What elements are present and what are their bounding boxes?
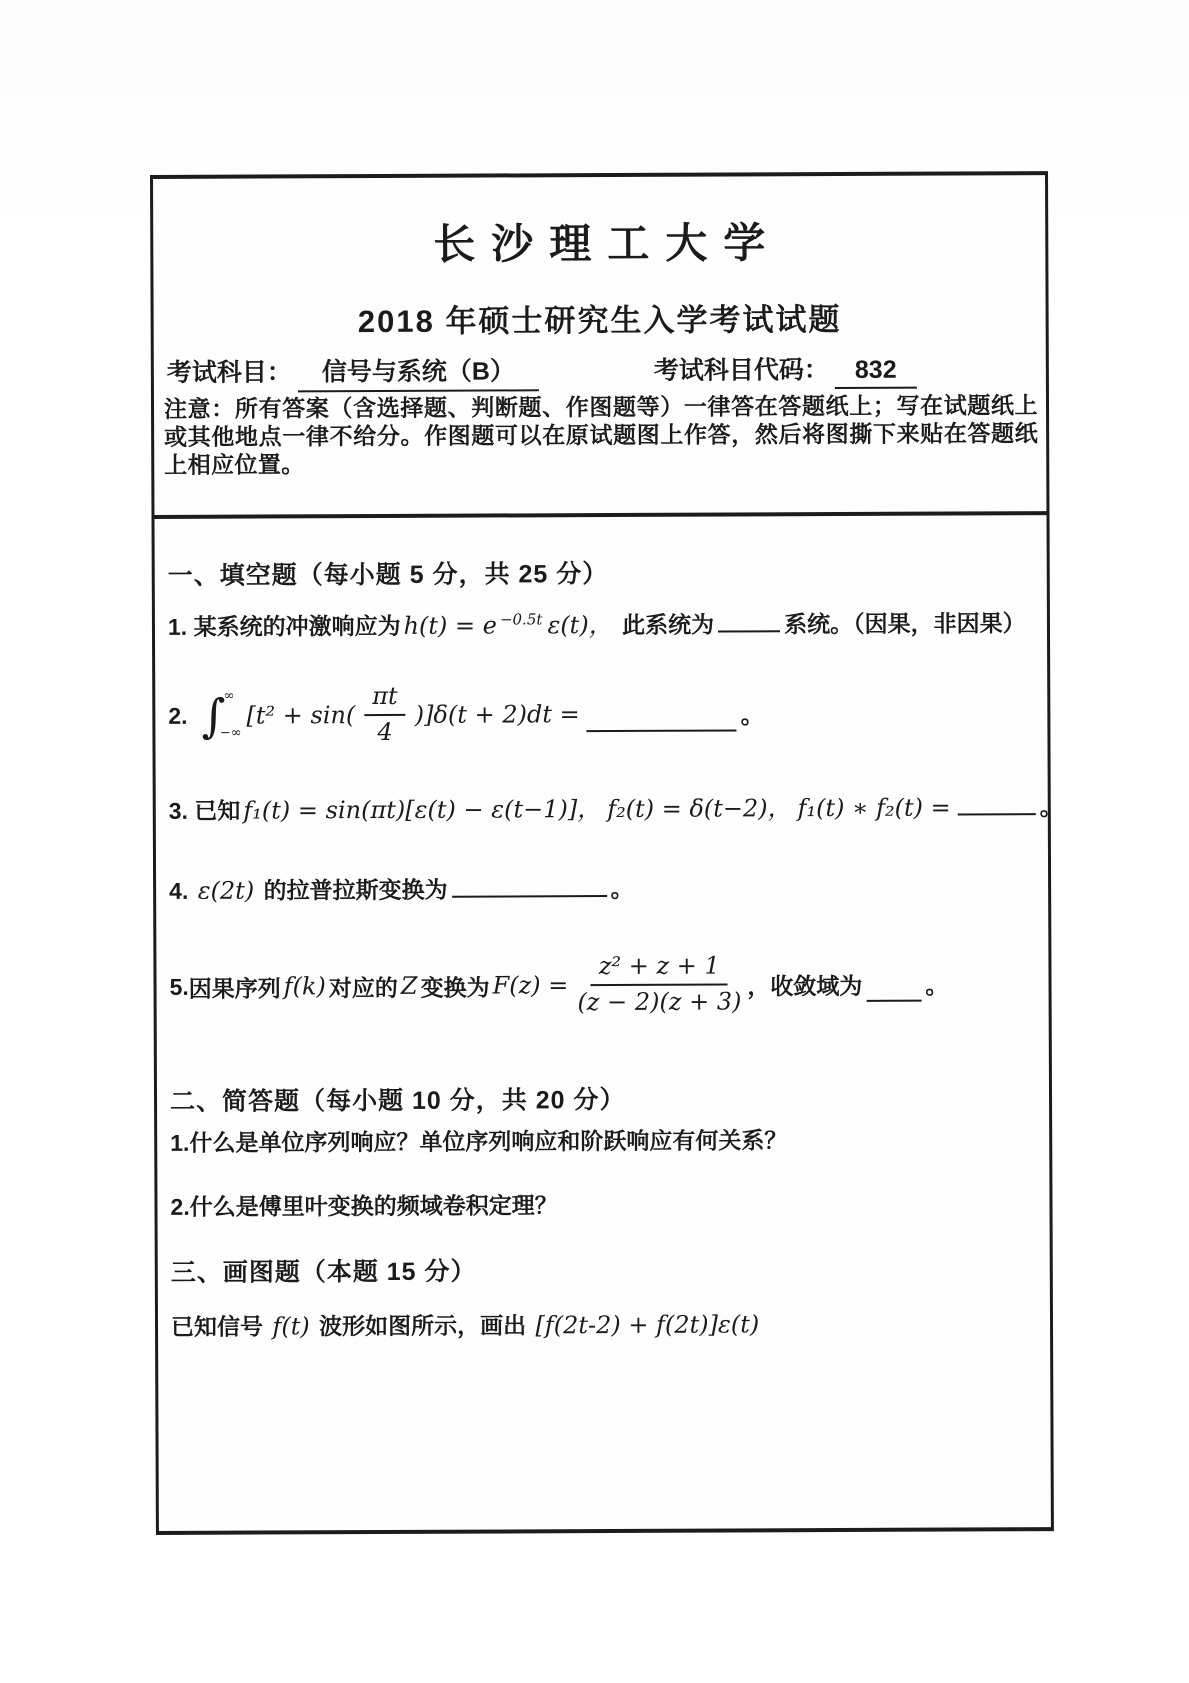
fill-question-5 — [169, 933, 1038, 1037]
university-title: 长沙理工大学 — [433, 218, 782, 269]
q2-number: 2. — [168, 702, 188, 729]
q3-formula-convolution: f₁(t) ∗ f₂(t) = — [797, 793, 951, 823]
q1-formula-step: ε(t)， — [547, 610, 613, 640]
q2-fraction-numerator: πt — [364, 683, 406, 716]
q5-text-pre: 因果序列 — [188, 974, 281, 1002]
q2-fraction-denominator: 4 — [377, 717, 393, 747]
drawing-question-body — [171, 1305, 1040, 1342]
exam-title: 2018 年硕士研究生入学考试试题 — [357, 301, 842, 340]
fill-question-3 — [168, 787, 1063, 826]
q1-formula-exponent: −0.5t — [499, 610, 543, 629]
fill-question-4 — [169, 869, 1038, 906]
q2-answer-blank — [587, 715, 737, 732]
paper-border-box — [150, 171, 1063, 1535]
section-drawing-heading: 三、画图题（本题 15 分） — [170, 1257, 477, 1287]
draw-text-mid: 波形如图所示，画出 — [319, 1312, 527, 1340]
subject-value: 信号与系统（B） — [298, 351, 539, 392]
q2-formula-right: )]δ(t + 2)dt = — [414, 700, 580, 729]
subject-label: 考试科目： — [166, 358, 292, 387]
q5-answer-blank — [866, 986, 921, 1002]
subject-code-group — [654, 350, 917, 390]
subject-row — [167, 349, 1033, 389]
q5-z-symbol: Z — [400, 971, 418, 1000]
q4-answer-blank — [452, 881, 607, 898]
section-short-answer-heading: 二、简答题（每小题 10 分，共 20 分） — [169, 1085, 626, 1116]
q3-period: 。 — [1039, 794, 1063, 821]
short-answer-question-2: 2.什么是傅里叶变换的频域卷积定理？ — [170, 1192, 558, 1220]
notice-text: 注意：所有答案（含选择题、判断题、作图题等）一律答在答题纸上；写在试题纸上或其他地点一律不给分。作图题可以在原试题图上作答，然后将图撕下来贴在答题纸上相应位置。 — [163, 392, 1039, 478]
q5-text-mid3: ，收敛域为 — [747, 972, 863, 999]
q1-formula-base: h(t) = e — [403, 611, 498, 640]
fill-question-2 — [168, 673, 1037, 755]
q1-text-mid: 此系统为 — [621, 611, 715, 638]
q1-number: 1. — [167, 613, 188, 640]
subject-code-label: 考试科目代码： — [653, 356, 829, 385]
short-answer-question-1: 1.什么是单位序列响应？单位序列响应和阶跃响应有何关系？ — [170, 1127, 788, 1156]
q5-formula-fk: f(k) — [283, 972, 326, 1001]
q4-number: 4. — [169, 877, 189, 904]
q2-formula-left: [t² + sin( — [246, 701, 356, 730]
q5-text-mid1: 对应的 — [328, 974, 398, 1001]
q5-text-mid2: 变换为 — [420, 974, 490, 1001]
q5-fraction — [577, 953, 741, 1017]
draw-formula-ft: f(t) — [272, 1312, 310, 1341]
q1-text-pre: 某系统的冲激响应为 — [193, 612, 401, 640]
integral-glyph: ∫ — [201, 688, 226, 743]
q5-number: 5. — [169, 973, 189, 1000]
q1-text-post: 系统。（因果，非因果） — [783, 610, 1026, 638]
subject-code-value: 832 — [835, 356, 917, 389]
section-fill-heading: 一、填空题（每小题 5 分，共 25 分） — [167, 560, 609, 590]
fill-question-1 — [168, 603, 1037, 642]
draw-text-pre: 已知信号 — [170, 1313, 264, 1340]
q1-answer-blank — [718, 616, 780, 632]
q5-fraction-denominator: (z − 2)(z + 3) — [577, 987, 742, 1017]
integral-upper-limit: ∞ — [223, 688, 235, 704]
q3-answer-blank — [958, 799, 1036, 815]
q3-formula-f2: f₂(t) = δ(t−2)， — [607, 794, 792, 824]
q2-fraction — [364, 683, 406, 746]
draw-formula-target: [f(2t-2) + f(2t)]ε(t) — [535, 1310, 760, 1340]
header-divider-line — [154, 511, 1046, 519]
q3-text-pre: 已知 — [194, 797, 241, 824]
q5-period: 。 — [925, 972, 949, 999]
q4-period: 。 — [610, 875, 634, 902]
subject-group — [167, 351, 539, 393]
q3-number: 3. — [168, 797, 189, 824]
q5-formula-Fz: F(z) = — [492, 971, 569, 1000]
integral-sign — [201, 688, 242, 743]
q5-fraction-numerator: z² + z + 1 — [591, 953, 728, 986]
integral-lower-limit: −∞ — [219, 725, 242, 741]
q3-formula-f1: f₁(t) = sin(πt)[ε(t) − ε(t−1)]， — [243, 795, 602, 825]
q4-formula: ε(2t) — [197, 876, 255, 905]
q2-period: 。 — [740, 701, 764, 728]
q4-text-mid: 的拉普拉斯变换为 — [263, 876, 448, 904]
